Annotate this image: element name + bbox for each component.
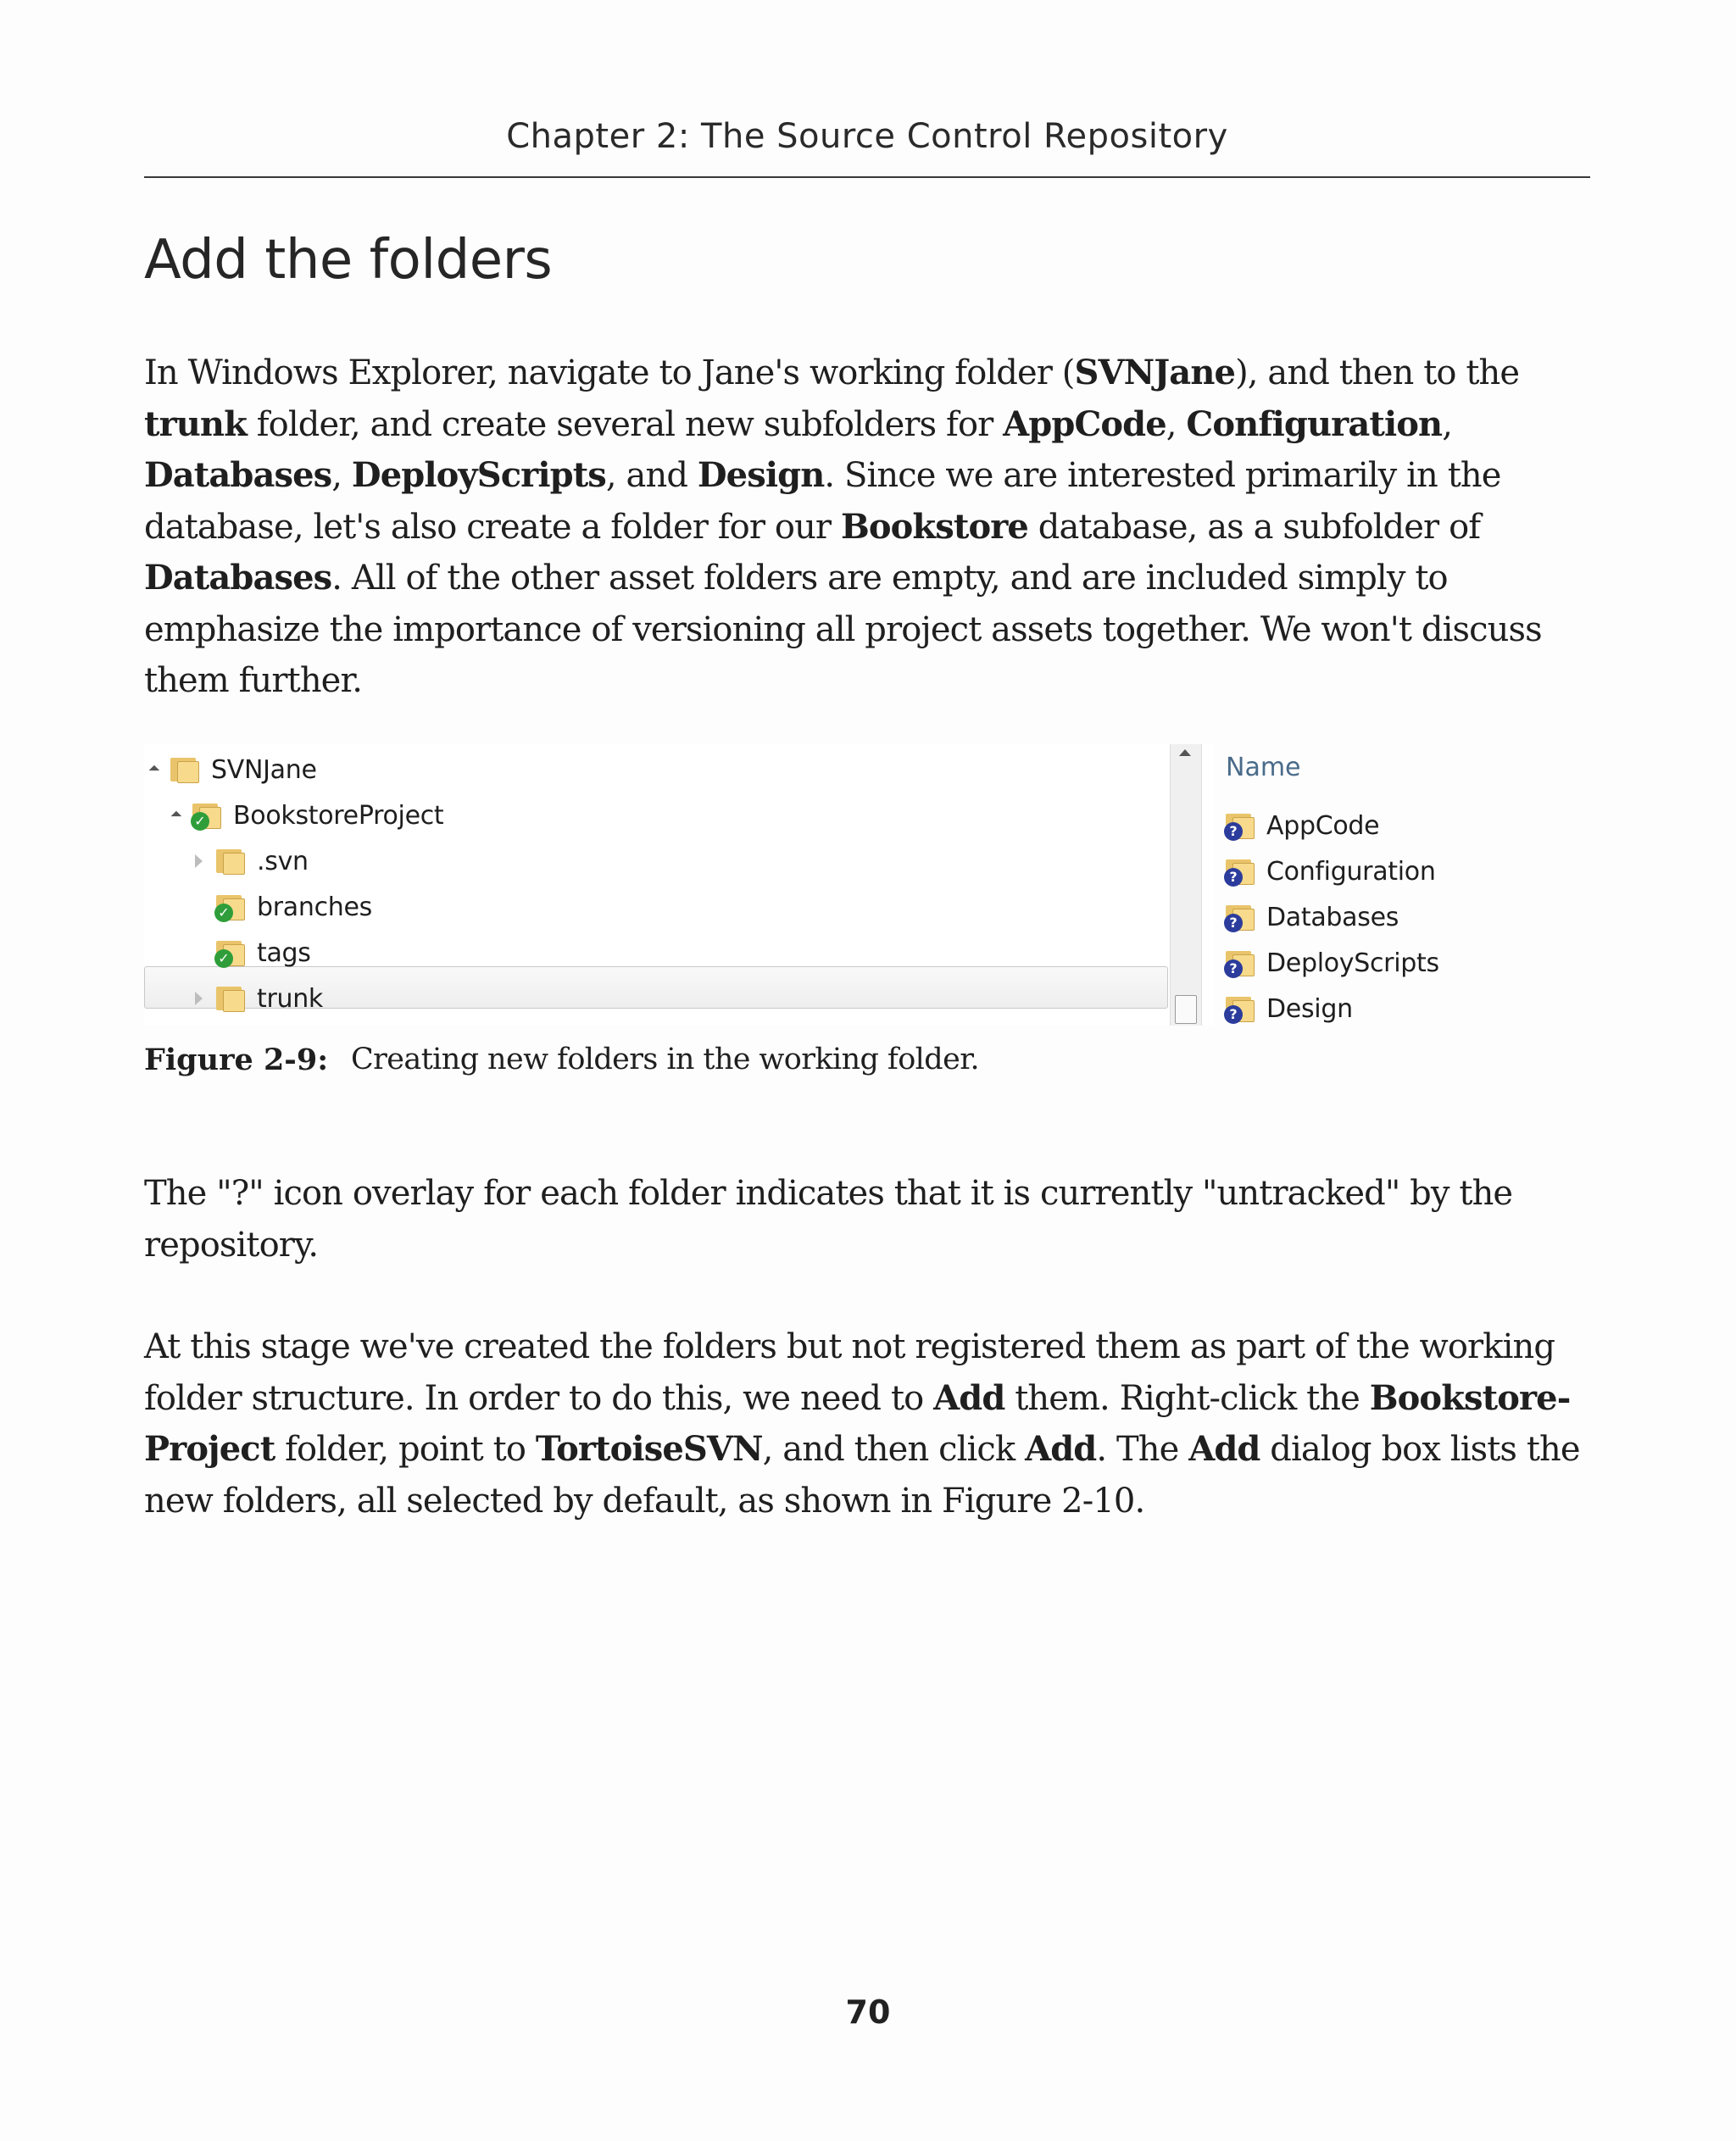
figure-caption: Creating new folders in the working folder. [351, 1043, 980, 1076]
paragraph-intro: In Windows Explorer, navigate to Jane's working folder (SVNJane), and then to the trunk folder, and create several new subfolders for AppCode, Configuration, Databases, DeployScripts, and Design. Since we are interested primarily in the database, let's also create a folder for our Bookstore database, as a subfolder of Databases. All of the other asset folders are empty, and are included simply to emphasize the importance of versioning all project assets together. We won't discuss them further. [144, 353, 1542, 700]
tree-item[interactable] [171, 795, 443, 836]
tree-item-label: .svn [257, 846, 309, 876]
folder-icon [1224, 995, 1255, 1022]
folder-icon [1224, 812, 1255, 839]
file-list-pane [1214, 744, 1590, 1026]
figure-label: Figure 2-9: [144, 1043, 329, 1077]
list-item-label: AppCode [1266, 810, 1380, 841]
expanded-arrow-icon[interactable] [149, 765, 160, 776]
question-overlay-icon: ? [1224, 822, 1243, 841]
term-add-dialog: Add [1188, 1429, 1260, 1469]
section-title: Add the folders [144, 229, 553, 292]
list-item[interactable] [1224, 851, 1436, 892]
list-item-label: Design [1266, 993, 1353, 1024]
question-overlay-icon: ? [1224, 914, 1243, 932]
header-rule [144, 176, 1590, 178]
check-overlay-icon: ✓ [191, 812, 209, 831]
folder-tree-pane [144, 744, 1170, 1026]
term-bookstore: Bookstore [840, 506, 1028, 547]
folder-icon [1224, 858, 1255, 885]
tree-scrollbar[interactable] [1170, 744, 1202, 1026]
list-item[interactable] [1224, 897, 1399, 937]
collapsed-arrow-icon[interactable] [195, 992, 203, 1005]
term-design: Design [697, 455, 825, 495]
tree-item[interactable] [195, 932, 311, 973]
folder-icon [169, 756, 199, 783]
scroll-up-arrow-icon[interactable] [1179, 749, 1191, 756]
folder-icon [214, 893, 245, 920]
paragraph-add-instructions: At this stage we've created the folders but not registered them as part of the working folder structure. In order to do this, we need to Add them. Right-click the Bookstore-Project folder, point to TortoiseSVN, and then click Add. The Add dialog box lists the new folders, all selected by default, as shown in Figure 2-10. [144, 1327, 1580, 1521]
list-item[interactable] [1224, 943, 1439, 983]
term-trunk: trunk [144, 403, 247, 444]
folder-icon [214, 985, 245, 1012]
list-item-label: DeployScripts [1266, 948, 1439, 978]
folder-icon [1224, 949, 1255, 976]
term-tortoisesvn: TortoiseSVN [535, 1429, 763, 1469]
folder-icon [1224, 904, 1255, 931]
page-number: 70 [845, 1994, 891, 2031]
question-overlay-icon: ? [1224, 1005, 1243, 1024]
scroll-thumb[interactable] [1175, 995, 1197, 1024]
tree-item[interactable] [195, 978, 323, 1019]
tree-item[interactable] [195, 841, 309, 881]
tree-item[interactable] [195, 887, 372, 927]
tree-item-label: SVNJane [211, 754, 317, 785]
running-head: Chapter 2: The Source Control Repository [506, 117, 1228, 156]
question-overlay-icon: ? [1224, 959, 1243, 978]
list-item[interactable] [1224, 805, 1379, 846]
term-bookstore-project: Bookstore-Project [144, 1377, 1571, 1469]
term-databases-2: Databases [144, 558, 332, 598]
term-deployscripts: DeployScripts [351, 455, 606, 495]
term-appcode: AppCode [1003, 403, 1166, 444]
tree-item[interactable] [149, 749, 317, 790]
list-item-label: Databases [1266, 902, 1399, 932]
explorer-screenshot [144, 744, 1590, 1026]
term-add: Add [933, 1377, 1005, 1418]
list-item-label: Configuration [1266, 856, 1436, 887]
folder-icon [214, 939, 245, 966]
name-column-header[interactable]: Name [1226, 753, 1301, 782]
paragraph-overlay-note: The "?" icon overlay for each folder indicates that it is currently "untracked" by the repository. [144, 1174, 1513, 1265]
tree-item-label: BookstoreProject [233, 800, 444, 831]
folder-icon [214, 848, 245, 875]
collapsed-arrow-icon[interactable] [195, 854, 203, 868]
term-configuration: Configuration [1186, 403, 1443, 444]
check-overlay-icon: ✓ [214, 949, 233, 968]
question-overlay-icon: ? [1224, 868, 1243, 887]
term-add-2: Add [1025, 1429, 1097, 1469]
expanded-arrow-icon[interactable] [171, 810, 182, 821]
tree-item-label: tags [257, 937, 311, 968]
list-item[interactable] [1224, 988, 1353, 1026]
tree-item-label: trunk [257, 983, 323, 1014]
folder-icon [191, 802, 221, 829]
check-overlay-icon: ✓ [214, 904, 233, 922]
term-svnjane: SVNJane [1074, 353, 1236, 392]
term-databases: Databases [144, 455, 332, 495]
tree-item-label: branches [257, 892, 372, 922]
